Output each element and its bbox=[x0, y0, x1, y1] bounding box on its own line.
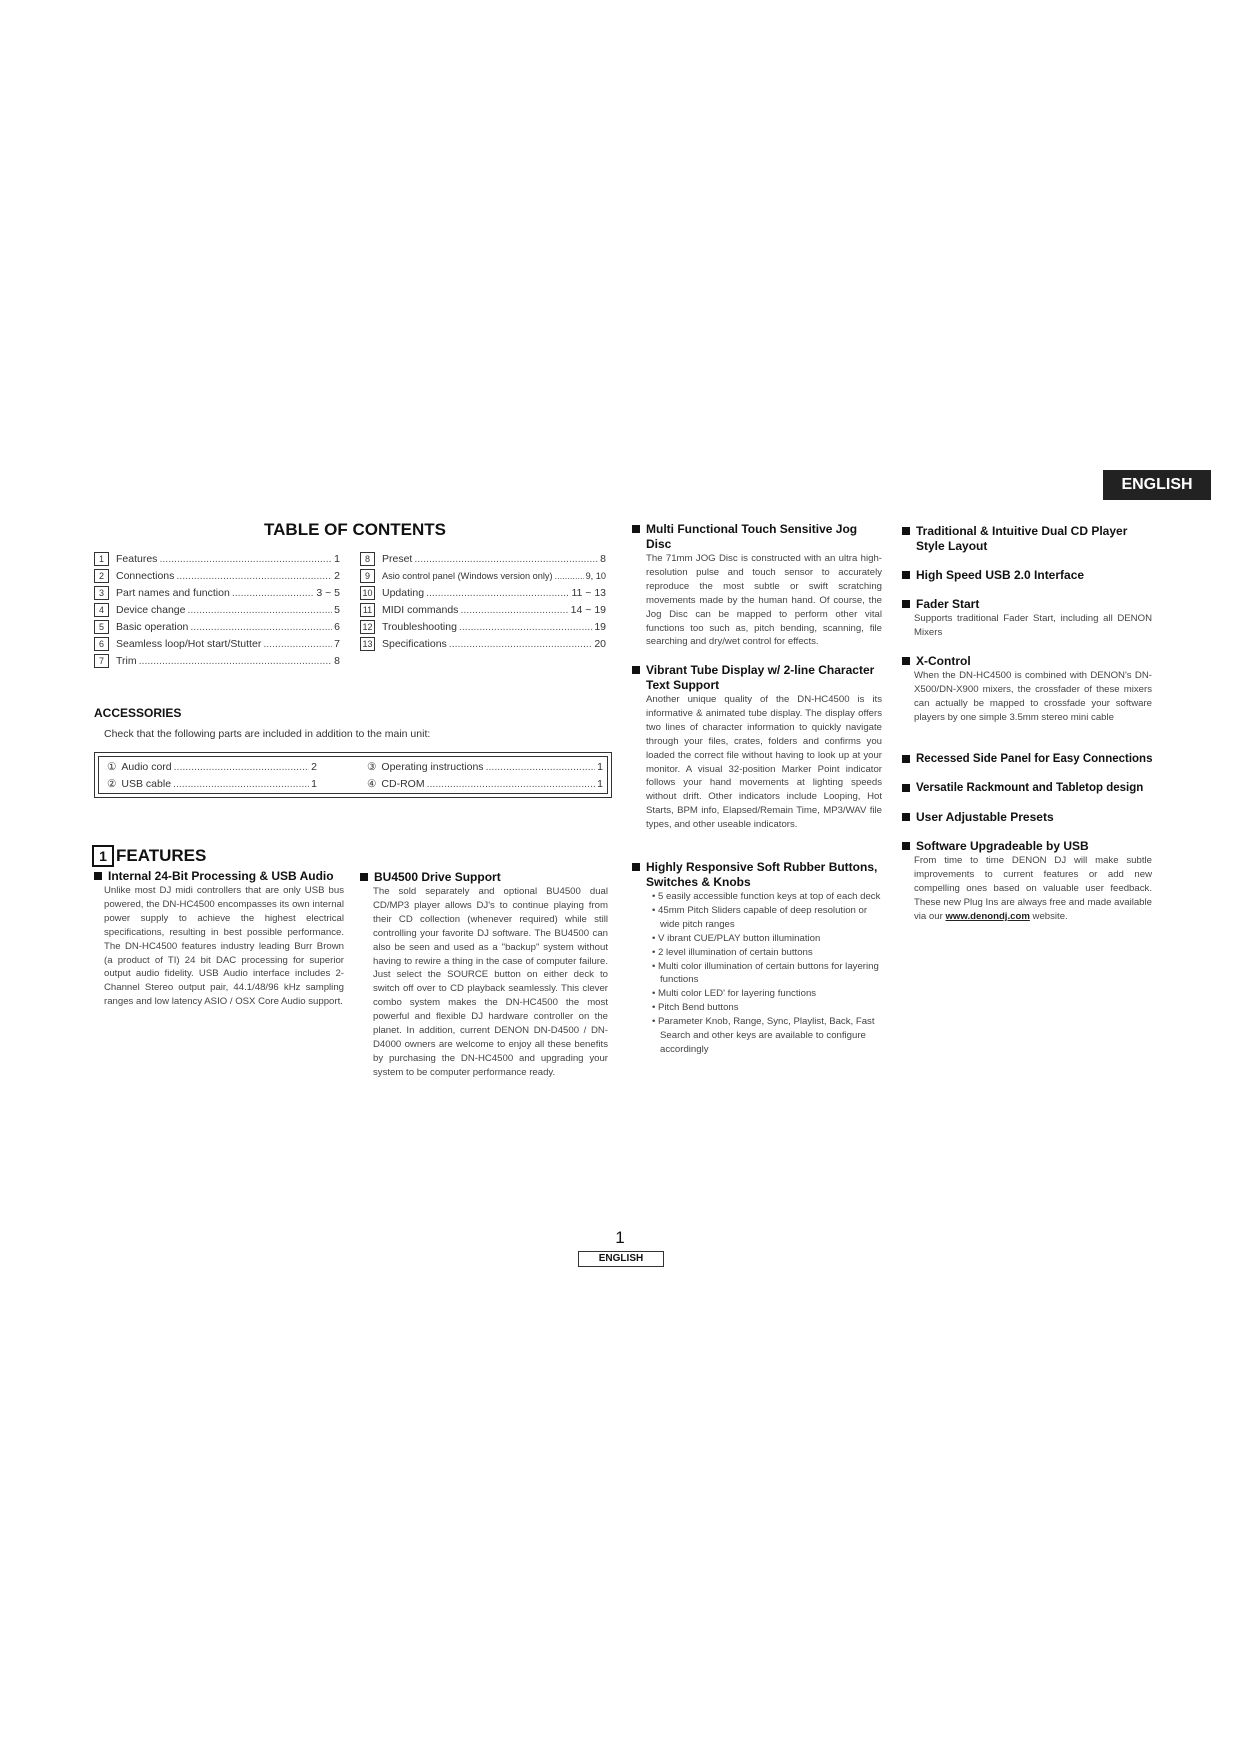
website-link[interactable]: www.denondj.com bbox=[945, 910, 1030, 922]
bullet-square-icon bbox=[902, 600, 910, 608]
bullet-square-icon bbox=[632, 863, 640, 871]
bullet-square-icon bbox=[902, 527, 910, 535]
feature-jog-disc bbox=[632, 522, 882, 649]
language-tab: ENGLISH bbox=[1103, 470, 1211, 500]
bullet-square-icon bbox=[94, 872, 102, 880]
feature-body: Supports traditional Fader Start, including all DENON Mixers bbox=[914, 613, 1152, 638]
list-item: • Multi color LED' for layering functions bbox=[652, 988, 817, 1000]
feature-title: High Speed USB 2.0 Interface bbox=[902, 568, 1152, 583]
toc-item[interactable]: 1 Features ..... 1 bbox=[94, 550, 340, 567]
feature-traditional-layout bbox=[902, 524, 1152, 554]
bullet-square-icon bbox=[902, 784, 910, 792]
toc-item[interactable]: 12 Troubleshooting ..... 19 bbox=[360, 618, 606, 635]
bullet-square-icon bbox=[902, 755, 910, 763]
accessory-item: ④ CD-ROM ..... 1 bbox=[367, 778, 603, 790]
toc-item[interactable]: 2 Connections ..... 2 bbox=[94, 567, 340, 584]
toc-item[interactable]: 5 Basic operation ..... 6 bbox=[94, 618, 340, 635]
feature-usb-interface bbox=[902, 568, 1152, 583]
feature-bu4500 bbox=[360, 870, 608, 1080]
feature-rackmount bbox=[902, 781, 1162, 796]
feature-recessed-panel bbox=[902, 752, 1162, 767]
feature-presets bbox=[902, 810, 1152, 825]
feature-internal-processing bbox=[94, 869, 344, 1009]
list-item: • Multi color illumination of certain buttons for layering functions bbox=[652, 960, 879, 986]
accessory-item: ① Audio cord ..... 2 bbox=[107, 761, 317, 773]
toc-item[interactable]: 10 Updating ..... 11 ~ 13 bbox=[360, 584, 606, 601]
list-item: • 5 easily accessible function keys at top of each deck bbox=[652, 891, 881, 902]
toc-item[interactable]: 3 Part names and function ..... 3 ~ 5 bbox=[94, 584, 340, 601]
feature-title: Software Upgradeable by USB bbox=[902, 839, 1152, 854]
feature-title: Recessed Side Panel for Easy Connections bbox=[902, 752, 1162, 767]
feature-software-upgrade bbox=[902, 839, 1152, 924]
accessories-title: ACCESSORIES bbox=[94, 706, 182, 720]
footer-language-label: ENGLISH bbox=[578, 1251, 664, 1267]
feature-title: Fader Start bbox=[902, 597, 1152, 612]
toc-right-column bbox=[360, 550, 606, 652]
feature-body: The 71mm JOG Disc is constructed with an ultra high-resolution pulse and touch sensor to accurately reproduce the most subtle or swift scratching movements made by the human hand. Of course, the Jog Disc can be mapped to perform other vital functions too such as, pitch bending, scanning, file searching and dry/wet control for effects. bbox=[646, 553, 882, 648]
feature-tube-display bbox=[632, 663, 882, 832]
feature-body: The sold separately and optional BU4500 dual CD/MP3 player allows DJ's to continue playing from their CD collection (whenever required) while still controlling your favorite DJ software. The BU4500 can also be seen and used as a "backup" system without having to rewire a thing in the case of computer failure. Just select the SOURCE button on either deck to switch off over to CD playback seamlessly. This clever combo system makes the DN-HC4500 the most powerful and flexible DJ hardware controller on the planet. In addition, current DENON DN-D4500 / DN-D4000 owners are welcome to enjoy all these benefits by purchasing the DN-HC4500 and upgrading your system to be computer performance ready. bbox=[373, 886, 608, 1078]
toc-item[interactable]: 4 Device change ..... 5 bbox=[94, 601, 340, 618]
bullet-square-icon bbox=[902, 657, 910, 665]
list-item: • 45mm Pitch Sliders capable of deep resolution or wide pitch ranges bbox=[652, 904, 868, 930]
bullet-square-icon bbox=[902, 571, 910, 579]
feature-title: Highly Responsive Soft Rubber Buttons, Switches & Knobs bbox=[632, 860, 882, 890]
list-item: • Parameter Knob, Range, Sync, Playlist, Back, Fast Search and other keys are available to configure accordingly bbox=[652, 1016, 875, 1055]
feature-title: Multi Functional Touch Sensitive Jog Disc bbox=[632, 522, 882, 552]
feature-body: Unlike most DJ midi controllers that are only USB bus powered, the DN-HC4500 encompasses its own internal power supply to achieve the highest electrical specifications, resulting in best possible performance. The DN-HC4500 features industry leading Burr Brown (a product of TI) 24 bit DAC processing for superior output audio fidelity. USB Audio interface includes 2-Channel Stereo output pair, 44.1/48/96 kHz sampling ranges and low latency ASIO / OSX Core Audio support. bbox=[104, 885, 344, 1008]
list-item: • V ibrant CUE/PLAY button illumination bbox=[652, 932, 821, 944]
feature-title: User Adjustable Presets bbox=[902, 810, 1152, 825]
feature-title: Versatile Rackmount and Tabletop design bbox=[902, 781, 1162, 796]
toc-item[interactable]: 13 Specifications ..... 20 bbox=[360, 635, 606, 652]
toc-item[interactable]: 7 Trim ..... 8 bbox=[94, 652, 340, 669]
list-item: • 2 level illumination of certain buttons bbox=[652, 946, 813, 958]
toc-title: TABLE OF CONTENTS bbox=[264, 520, 446, 539]
feature-body: When the DN-HC4500 is combined with DENON's DN-X500/DN-X900 mixers, the crossfader of these mixers can actually be mapped to crossfade your software players by one simple 3.5mm stereo mini cable bbox=[914, 670, 1152, 723]
toc-item[interactable]: 9 Asio control panel (Windows version only) ..... 9, 10 bbox=[360, 567, 606, 584]
feature-rubber-buttons bbox=[632, 860, 882, 1057]
feature-x-control bbox=[902, 654, 1152, 725]
bullet-square-icon bbox=[902, 813, 910, 821]
feature-fader-start bbox=[902, 597, 1152, 640]
toc-item[interactable]: 8 Preset ..... 8 bbox=[360, 550, 606, 567]
toc-item[interactable]: 11 MIDI commands ..... 14 ~ 19 bbox=[360, 601, 606, 618]
toc-left-column bbox=[94, 550, 340, 669]
page-number: 1 bbox=[615, 1228, 625, 1247]
bullet-square-icon bbox=[632, 525, 640, 533]
feature-body: From time to time DENON DJ will make subtle improvements to current features or add new compelling ones based on valuable user feedback. These new Plug Ins are always free and made available via our www.denondj.com website. bbox=[914, 855, 1152, 922]
feature-title: BU4500 Drive Support bbox=[360, 870, 608, 885]
accessory-item: ③ Operating instructions ..... 1 bbox=[367, 761, 603, 773]
accessory-item: ② USB cable ..... 1 bbox=[107, 778, 317, 790]
accessories-intro: Check that the following parts are included in addition to the main unit: bbox=[104, 728, 431, 740]
feature-title: X-Control bbox=[902, 654, 1152, 669]
bullet-square-icon bbox=[360, 873, 368, 881]
accessories-box bbox=[94, 752, 612, 798]
feature-title: Internal 24-Bit Processing & USB Audio bbox=[94, 869, 344, 884]
feature-body: Another unique quality of the DN-HC4500 is its informative & animated tube display. The display offers two lines of character information to quickly navigate through your files, crates, folders and confirms you loaded the correct file without having to look up at your monitor. A visual 32-position Marker Point indicator follows your hand movements at lighting speeds without drift. Other indicators include Looping, Hot Starts, BPM info, Elapsed/Remain Time, MP3/WAV file types, and other useable indicators. bbox=[646, 694, 882, 831]
features-heading: 1 FEATURES bbox=[92, 845, 206, 867]
feature-title: Vibrant Tube Display w/ 2-line Character Text Support bbox=[632, 663, 882, 693]
bullet-square-icon bbox=[632, 666, 640, 674]
list-item: • Pitch Bend buttons bbox=[652, 1002, 739, 1014]
feature-title: Traditional & Intuitive Dual CD Player Style Layout bbox=[902, 524, 1152, 554]
bullet-square-icon bbox=[902, 842, 910, 850]
toc-item[interactable]: 6 Seamless loop/Hot start/Stutter ..... 7 bbox=[94, 635, 340, 652]
section-number: 1 bbox=[92, 845, 114, 867]
